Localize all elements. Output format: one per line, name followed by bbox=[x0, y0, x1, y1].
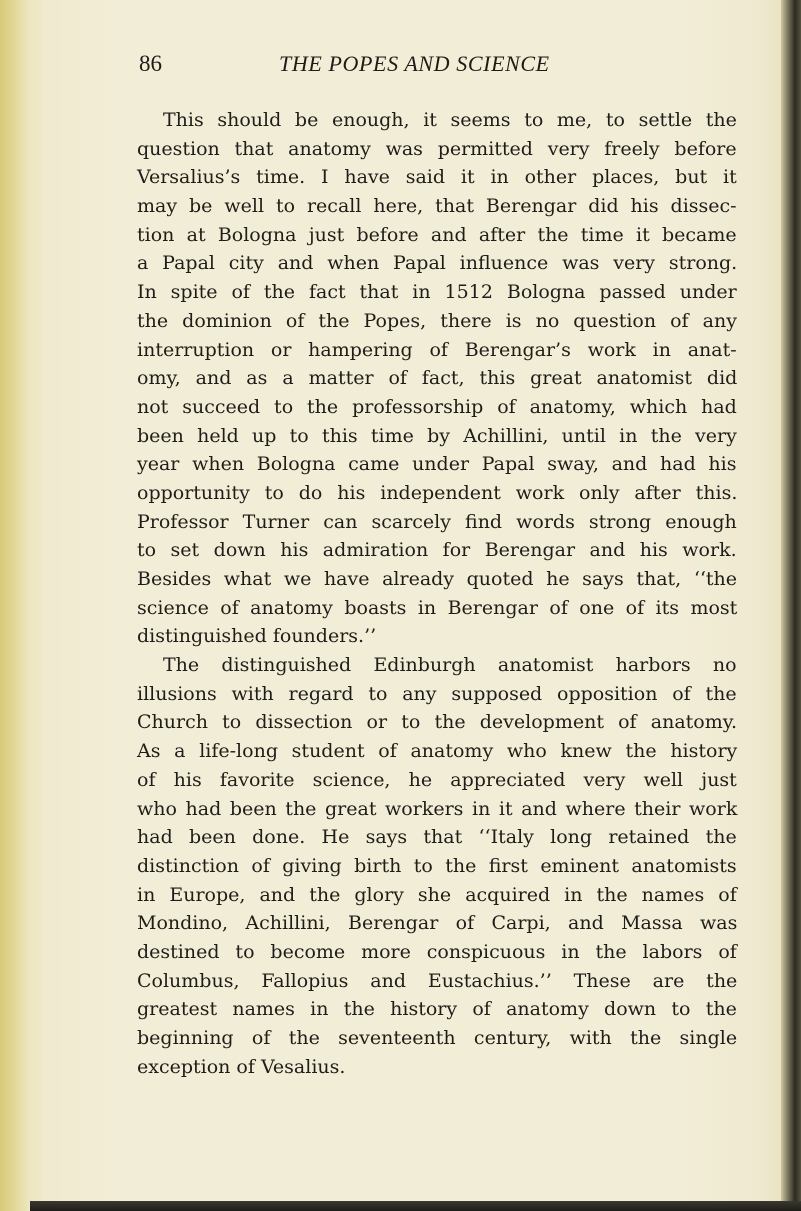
text-line: Mondino, Achillini, Berengar of Carpi, and Massa was bbox=[137, 912, 738, 935]
text-line: science of anatomy boasts in Berengar of one of its most bbox=[137, 596, 738, 619]
text-line: interruption or hampering of Berengar’s work in anat- bbox=[137, 338, 737, 361]
text-line: question that anatomy was permitted very freely before bbox=[137, 137, 737, 160]
page-bottom-edge bbox=[30, 1201, 801, 1211]
text-line: omy, and as a matter of fact, this great anatomist did bbox=[137, 367, 738, 390]
text-line: Church to dissection or to the development of anatomy. bbox=[137, 711, 737, 734]
page-number: 86 bbox=[139, 51, 162, 76]
text-line: distinction of giving birth to the first eminent anatomists bbox=[137, 854, 737, 877]
text-line: the dominion of the Popes, there is no question of any bbox=[137, 309, 737, 332]
text-line: The distinguished Edinburgh anatomist harbors no bbox=[163, 654, 737, 677]
text-line: been held up to this time by Achillini, until in the very bbox=[137, 424, 737, 447]
text-line: had been done. He says that ‘‘Italy long retained the bbox=[137, 826, 737, 849]
text-line: beginning of the seventeenth century, with the single bbox=[137, 1027, 738, 1049]
body-text bbox=[137, 106, 737, 1081]
text-line: greatest names in the history of anatomy down to the bbox=[137, 998, 737, 1021]
text-line: not succeed to the professorship of anatomy, which had bbox=[137, 395, 737, 418]
text-line: Columbus, Fallopius and Eustachius.’’ These are the bbox=[137, 969, 738, 992]
text-line: Professor Turner can scarcely find words strong enough bbox=[137, 510, 737, 533]
text-line: in Europe, and the glory she acquired in the names of bbox=[137, 883, 737, 906]
text-line: In spite of the fact that in 1512 Bologna passed under bbox=[137, 281, 737, 304]
text-line: a Papal city and when Papal influence was very strong. bbox=[137, 252, 738, 275]
page-gutter-shadow bbox=[0, 0, 28, 1211]
text-line: may be well to recall here, that Berengar did his dissec- bbox=[137, 195, 737, 218]
text-line: Versalius’s time. I have said it in other places, but it bbox=[137, 166, 737, 189]
book-spine-edge bbox=[781, 0, 801, 1211]
text-line: This should be enough, it seems to me, to settle the bbox=[163, 109, 737, 131]
text-line: Besides what we have already quoted he says that, ‘‘the bbox=[137, 568, 738, 590]
running-head: THE POPES AND SCIENCE bbox=[279, 51, 550, 76]
text-line: of his favorite science, he appreciated very well just bbox=[137, 768, 737, 791]
text-line: exception of Vesalius. bbox=[137, 1055, 346, 1078]
text-line: opportunity to do his independent work only after this. bbox=[137, 481, 738, 504]
text-line: tion at Bologna just before and after the time it became bbox=[137, 223, 737, 246]
text-line: illusions with regard to any supposed opposition of the bbox=[137, 682, 737, 705]
text-line: destined to become more conspicuous in the labors of bbox=[137, 940, 737, 963]
text-line: to set down his admiration for Berengar and his work. bbox=[137, 539, 737, 562]
text-line: As a life-long student of anatomy who knew the history bbox=[137, 740, 738, 763]
text-line: year when Bologna came under Papal sway, and had his bbox=[137, 453, 737, 476]
text-line: who had been the great workers in it and where their work bbox=[137, 797, 738, 820]
text-line: distinguished founders.’’ bbox=[137, 625, 377, 648]
page-header bbox=[139, 50, 659, 82]
